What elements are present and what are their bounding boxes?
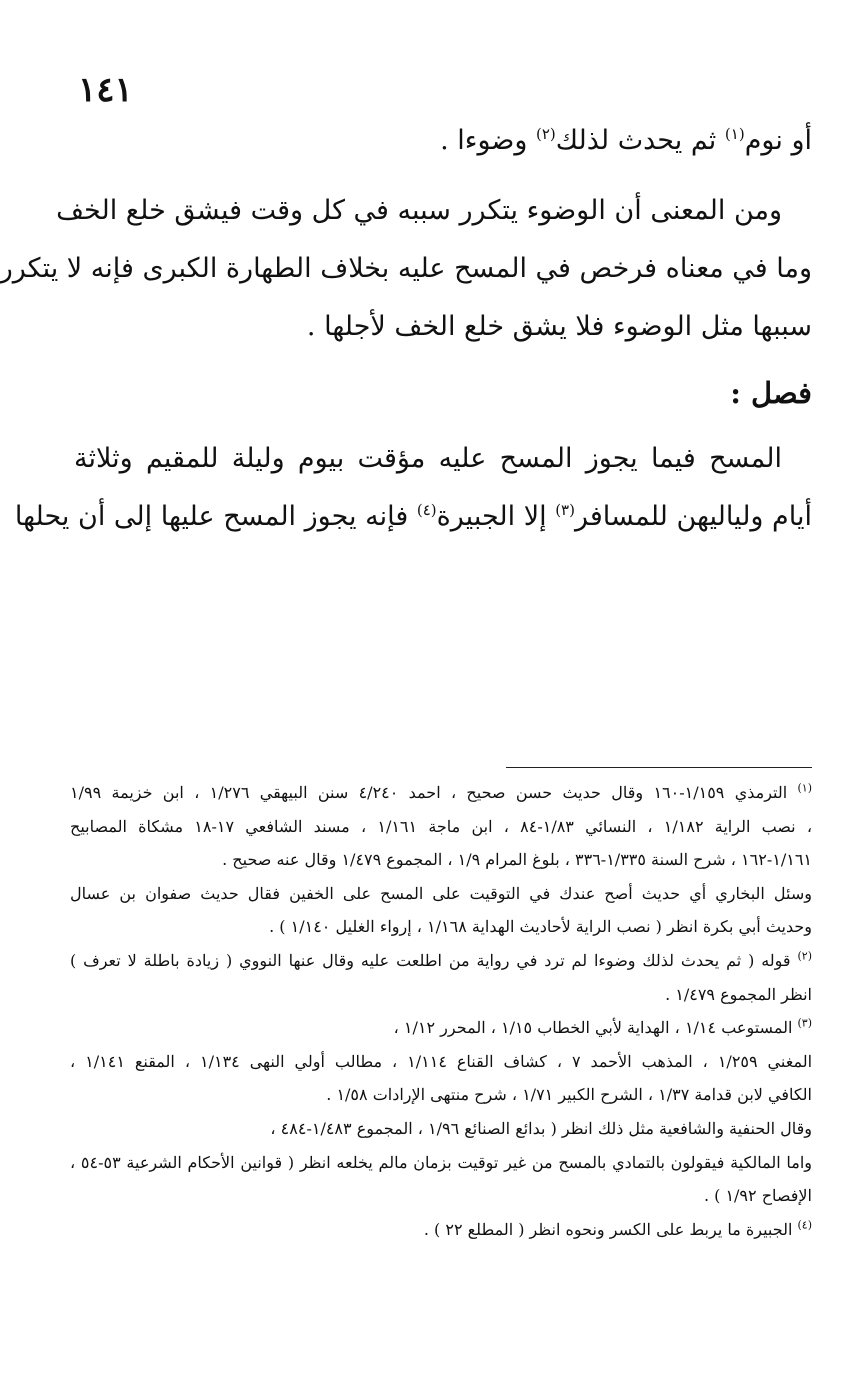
body-text: أيام ولياليهن للمسافر	[574, 501, 812, 532]
footnote-marker: (٤)	[797, 1218, 812, 1232]
footnote-line: ١/١٦١-١٦٢ ، شرح السنة ١/٣٣٥-٣٣٦ ، بلوغ المرام ١/٩ ، المجموع ١/٤٧٩ وقال عنه صحيح .	[222, 850, 812, 870]
body-line	[74, 112, 812, 170]
page-number: ١٤١	[78, 70, 133, 110]
body-line	[14, 488, 812, 546]
footnote-line: واما المالكية فيقولون بالتمادي بالمسح من غير توقيت بزمان مالم يخلعه انظر ( قوانين الأحكام الشرعية ٥٣-٥٤ ،	[70, 1152, 813, 1172]
body-line: المسح فيما يجوز المسح عليه مؤقت بيوم وليلة للمقيم وثلاثة	[74, 443, 782, 474]
footnote-line: وقال الحنفية والشافعية مثل ذلك انظر ( بدائع الصنائع ١/٩٦ ، المجموع ١/٤٨٣-٤٨٤ ،	[270, 1118, 812, 1138]
body-text: أو نوم	[744, 125, 812, 156]
footnote-marker: (٢)	[797, 949, 812, 963]
footnote-ref[interactable]: (٢)	[535, 125, 556, 143]
footnote-text: المستوعب ١/١٤ ، الهداية لأبي الخطاب ١/١٥ ، المحرر ١/١٢ ،	[393, 1018, 798, 1038]
footnote-line	[70, 1011, 812, 1045]
footnote-line: المغني ١/٢٥٩ ، المذهب الأحمد ٧ ، كشاف القناع ١/١١٤ ، مطالب أولي النهى ١/١٣٤ ، المقنع ١/١٤١ ،	[70, 1051, 813, 1071]
footnote-separator	[506, 767, 812, 768]
footnote-ref[interactable]: (١)	[724, 125, 745, 143]
footnote-line: الإفصاح ١/٩٢ ) .	[703, 1186, 812, 1206]
footnote-text: الترمذي ١/١٥٩-١٦٠ وقال حديث حسن صحيح ، احمد ٤/٢٤٠ سنن البيهقي ١/٢٧٦ ، ابن خزيمة ١/٩٩	[70, 783, 798, 802]
footnote-line: انظر المجموع ١/٤٧٩ .	[665, 984, 812, 1004]
footnote-text: قوله ( ثم يحدث لذلك وضوءا لم ترد في رواية من اطلعت عليه وقال عنها النووي ( زيادة باطلة لا تعرف )	[70, 950, 798, 970]
body-text: وضوءا .	[440, 125, 536, 156]
body-line: ومن المعنى أن الوضوء يتكرر سببه في كل وقت فيشق خلع الخف	[56, 195, 782, 226]
footnote-line: الكافي لابن قدامة ١/٣٧ ، الشرح الكبير ١/٧١ ، شرح منتهى الإرادات ١/٥٨ .	[326, 1085, 812, 1105]
footnote-marker: (٣)	[797, 1016, 812, 1030]
footnote-line	[70, 1213, 812, 1247]
body-text: ثم يحدث لذلك	[555, 125, 725, 156]
body-text: إلا الجبيرة	[436, 501, 556, 532]
body-line: سببها مثل الوضوء فلا يشق خلع الخف لأجلها .	[306, 311, 812, 342]
footnote-line: وسئل البخاري أي حديث أصح عندك في التوقيت على المسح على الخفين فقال حديث صفوان بن عسال	[70, 883, 812, 903]
footnote-text: الجبيرة ما يربط على الكسر ونحوه انظر ( المطلع ٢٢ ) .	[423, 1219, 798, 1239]
footnotes	[70, 776, 812, 1246]
footnote-ref[interactable]: (٣)	[555, 501, 575, 519]
body-text: فإنه يجوز المسح عليها إلى أن يحلها	[14, 501, 417, 532]
footnote-ref[interactable]: (٤)	[416, 501, 437, 519]
footnote-line	[70, 944, 812, 978]
footnote-marker: (١)	[797, 781, 813, 795]
main-text	[0, 112, 812, 546]
body-line: وما في معناه فرخص في المسح عليه بخلاف الطهارة الكبرى فإنه لا يتكرر	[0, 253, 812, 284]
section-heading: فصل :	[730, 376, 812, 410]
footnote-line: ، نصب الراية ١/١٨٢ ، النسائي ١/٨٣-٨٤ ، ابن ماجة ١/١٦١ ، مسند الشافعي ١٧-١٨ مشكاة المصابيح	[70, 816, 813, 836]
footnote-line	[70, 776, 812, 810]
footnote-line: وحديث أبي بكرة انظر ( نصب الراية لأحاديث الهداية ١/١٦٨ ، إرواء الغليل ١/١٤٠ ) .	[269, 917, 812, 937]
